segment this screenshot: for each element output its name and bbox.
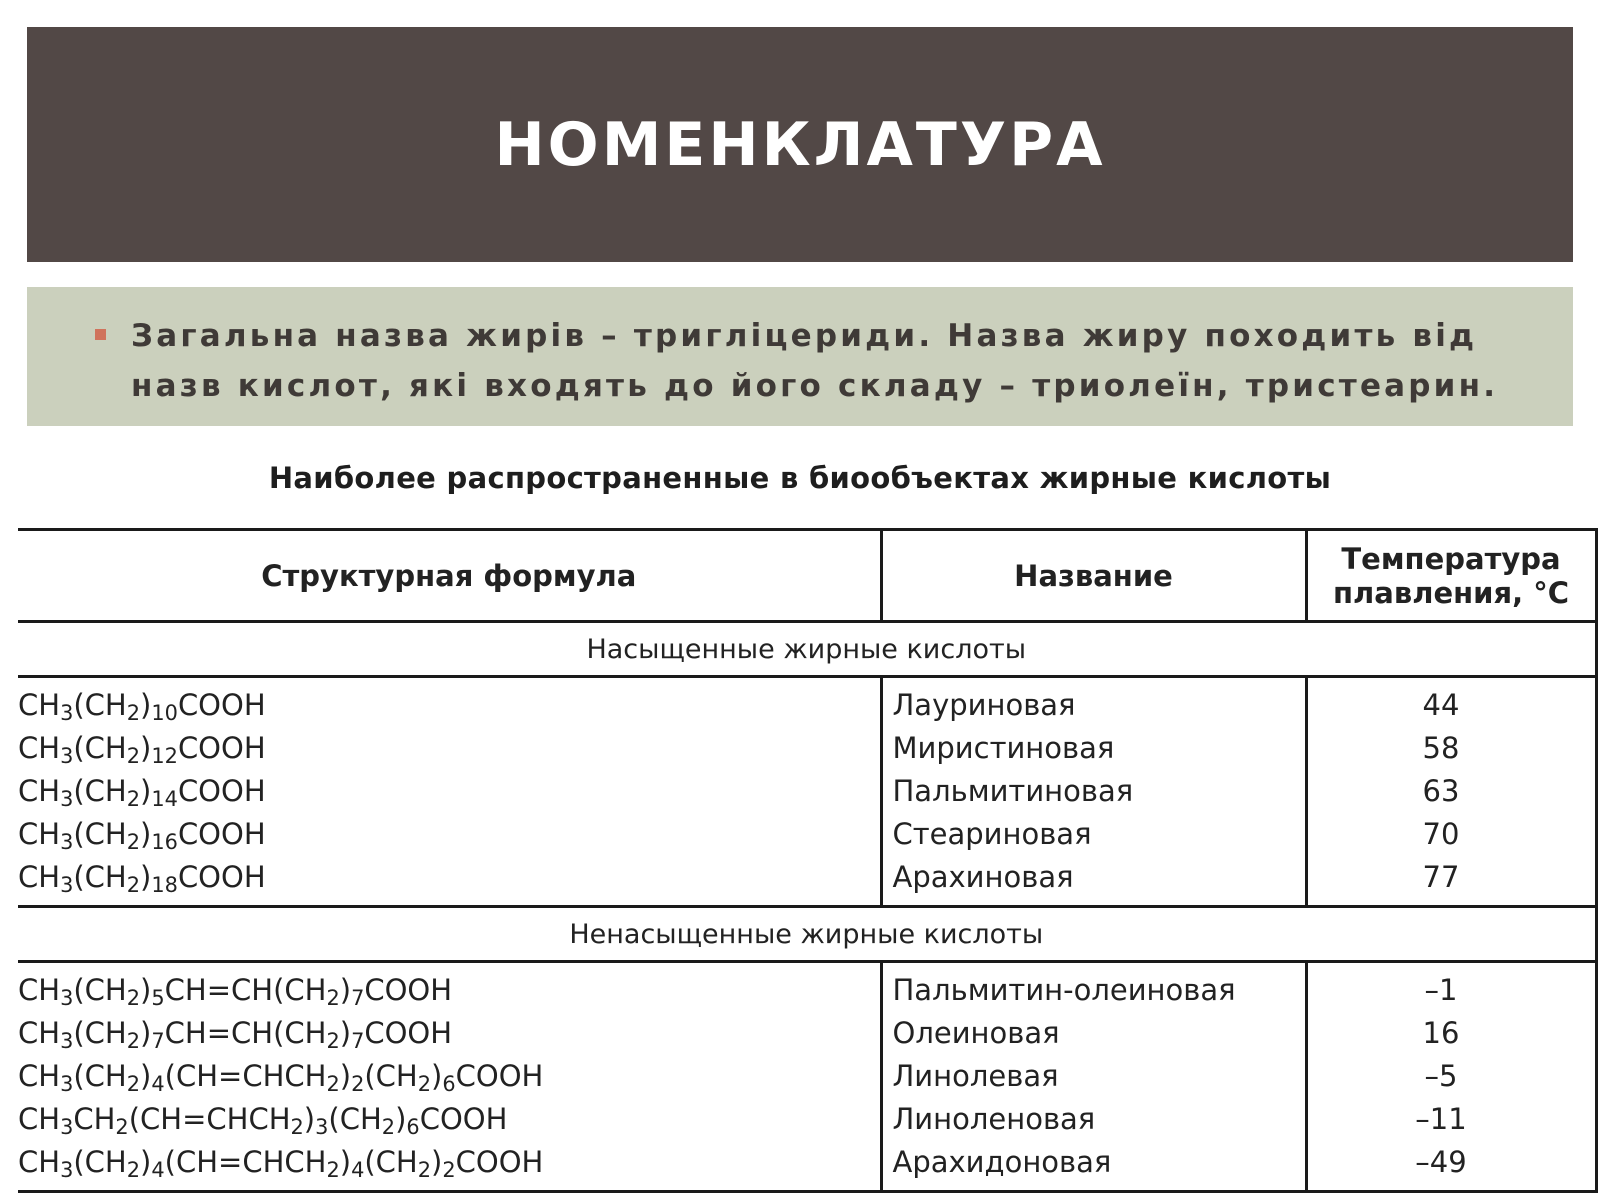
name-cell bbox=[881, 962, 1306, 1192]
formula: $СН_3(СН_2)_{16}СООН$ bbox=[18, 817, 266, 855]
melting-point: –1 bbox=[1424, 973, 1458, 1007]
group-row bbox=[18, 907, 1596, 962]
table-row bbox=[18, 677, 1596, 907]
formula-cell bbox=[18, 962, 881, 1192]
formula: $СН_3(СН_2)_{14}СООН$ bbox=[18, 774, 266, 812]
melting-point: 58 bbox=[1422, 731, 1460, 765]
fatty-acids-table bbox=[18, 528, 1598, 1193]
formula: $СН_3(СН_2)_{12}СООН$ bbox=[18, 731, 266, 769]
table-row bbox=[18, 962, 1596, 1192]
acid-name: Линолевая bbox=[892, 1059, 1059, 1093]
formula: $СН_3(СН_2)_4(СН=СНСН_2)_2(СН_2)_6СООН$ bbox=[18, 1059, 544, 1097]
group-label: Насыщенные жирные кислоты bbox=[18, 622, 1596, 677]
acid-name: Лауриновая bbox=[892, 688, 1076, 722]
acid-name: Пальмитин-олеиновая bbox=[892, 973, 1236, 1007]
table-body bbox=[18, 622, 1596, 1192]
formula: $СН_3(СН_2)_{10}СООН$ bbox=[18, 688, 266, 726]
header-melting: Температура плавления, °С bbox=[1306, 530, 1596, 622]
table-caption: Наиболее распространенные в биообъектах жирные кислоты bbox=[268, 461, 1332, 495]
header-name: Название bbox=[881, 530, 1306, 622]
melting-point: 63 bbox=[1422, 774, 1460, 808]
title-band bbox=[27, 27, 1573, 262]
acid-name: Арахиновая bbox=[892, 860, 1074, 894]
acid-name: Линоленовая bbox=[892, 1102, 1096, 1136]
group-row bbox=[18, 622, 1596, 677]
melting-cell bbox=[1306, 962, 1596, 1192]
name-cell bbox=[881, 677, 1306, 907]
slide-title: НОМЕНКЛАТУРА bbox=[494, 110, 1106, 180]
acid-name: Стеариновая bbox=[892, 817, 1092, 851]
melting-point: –5 bbox=[1424, 1059, 1458, 1093]
acid-name: Пальмитиновая bbox=[892, 774, 1134, 808]
group-label: Ненасыщенные жирные кислоты bbox=[18, 907, 1596, 962]
melting-point: 77 bbox=[1422, 860, 1460, 894]
formula-cell bbox=[18, 677, 881, 907]
header-formula: Структурная формула bbox=[18, 530, 881, 622]
acid-name: Арахидоновая bbox=[892, 1145, 1112, 1179]
formula: $СН_3(СН_2)_5СН=СН(СН_2)_7СООН$ bbox=[18, 973, 453, 1011]
melting-cell bbox=[1306, 677, 1596, 907]
formula: $СН_3(СН_2)_{18}СООН$ bbox=[18, 860, 266, 898]
bullet-text: Загальна назва жирів – тригліцериди. Назва жиру походить від назв кислот, які входять до його складу – триолеїн, тристеарин. bbox=[131, 318, 1499, 404]
table-header-row bbox=[18, 530, 1596, 622]
melting-point: –11 bbox=[1415, 1102, 1467, 1136]
acid-name: Миристиновая bbox=[892, 731, 1115, 765]
bullet-marker-icon bbox=[95, 329, 106, 340]
formula: $СН_3СН_2(СН=СНСН_2)_3(СН_2)_6СООН$ bbox=[18, 1102, 508, 1140]
formula: $СН_3(СН_2)_7СН=СН(СН_2)_7СООН$ bbox=[18, 1016, 453, 1054]
melting-point: 70 bbox=[1422, 817, 1460, 851]
acid-name: Олеиновая bbox=[892, 1016, 1060, 1050]
melting-point: 44 bbox=[1422, 688, 1460, 722]
melting-point: 16 bbox=[1422, 1016, 1460, 1050]
formula: $СН_3(СН_2)_4(СН=СНСН_2)_4(СН_2)_2СООН$ bbox=[18, 1145, 544, 1183]
melting-point: –49 bbox=[1415, 1145, 1467, 1179]
